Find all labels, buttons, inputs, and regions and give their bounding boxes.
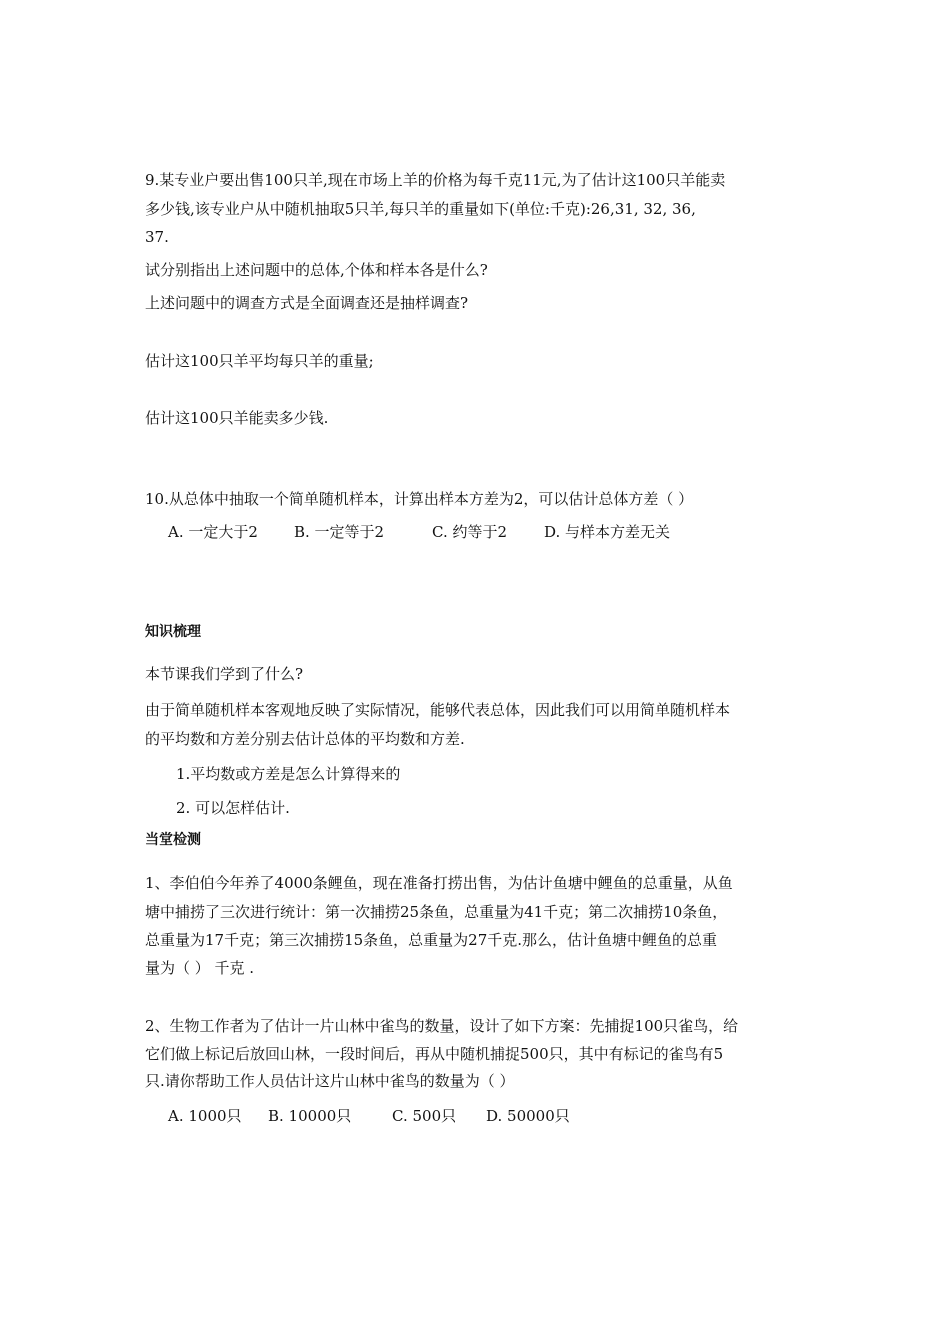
- p2-option-c: C. 500只: [392, 1107, 457, 1125]
- check-p1-line-1: 1、李伯伯今年养了4000条鲤鱼，现在准备打捞出售，为估计鱼塘中鲤鱼的总重量，从鱼: [145, 874, 733, 892]
- summary-question: 本节课我们学到了什么?: [145, 665, 304, 683]
- summary-point-1: 1.平均数或方差是怎么计算得来的: [176, 765, 401, 783]
- check-p1-line-2: 塘中捕捞了三次进行统计：第一次捕捞25条鱼，总重量为41千克；第二次捕捞10条鱼，: [145, 903, 728, 921]
- summary-para-2: 的平均数和方差分别去估计总体的平均数和方差.: [145, 730, 465, 748]
- check-p1-line-3: 总重量为17千克；第三次捕捞15条鱼，总重量为27千克.那么，估计鱼塘中鲤鱼的总重: [145, 931, 718, 949]
- summary-para-1: 由于简单随机样本客观地反映了实际情况，能够代表总体，因此我们可以用简单随机样本: [145, 701, 731, 719]
- q10-options: [168, 522, 670, 542]
- q9-sub-1: 试分别指出上述问题中的总体,个体和样本各是什么?: [145, 261, 488, 279]
- q9-sub-3: 估计这100只羊平均每只羊的重量;: [145, 352, 374, 370]
- summary-heading: 知识梳理: [145, 624, 201, 640]
- p2-option-a: A. 1000只: [168, 1107, 242, 1125]
- q9-line-1: 9.某专业户要出售100只羊,现在市场上羊的价格为每千克11元,为了估计这100只羊能卖: [145, 171, 726, 189]
- p2-option-b: B. 10000只: [268, 1107, 352, 1125]
- check-heading: 当堂检测: [145, 832, 201, 848]
- summary-point-2: 2. 可以怎样估计.: [176, 799, 290, 817]
- q10-option-b: B. 一定等于2: [294, 523, 385, 541]
- q10-option-d: D. 与样本方差无关: [544, 523, 671, 541]
- check-p2-line-1: 2、生物工作者为了估计一片山林中雀鸟的数量，设计了如下方案：先捕捉100只雀鸟，给: [145, 1017, 739, 1035]
- q10-stem: 10.从总体中抽取一个简单随机样本，计算出样本方差为2，可以估计总体方差（ ）: [145, 490, 694, 508]
- check-p1-line-4: 量为（ ） 千克 .: [145, 959, 255, 977]
- q10-option-a: A. 一定大于2: [168, 523, 258, 541]
- p2-option-d: D. 50000只: [486, 1107, 570, 1125]
- check-p2-line-2: 它们做上标记后放回山林，一段时间后，再从中随机捕捉500只，其中有标记的雀鸟有5: [145, 1045, 724, 1063]
- q10-option-c: C. 约等于2: [432, 523, 508, 541]
- check-p2-line-3: 只.请你帮助工作人员估计这片山林中雀鸟的数量为（ ）: [145, 1072, 515, 1090]
- q9-line-3: 37.: [145, 228, 169, 246]
- q9-sub-2: 上述问题中的调查方式是全面调查还是抽样调查?: [145, 294, 469, 312]
- q9-sub-4: 估计这100只羊能卖多少钱.: [145, 409, 329, 427]
- q9-line-2: 多少钱,该专业户从中随机抽取5只羊,每只羊的重量如下(单位:千克):26,31, 32, 36,: [145, 200, 696, 218]
- check-p2-options: [168, 1106, 570, 1126]
